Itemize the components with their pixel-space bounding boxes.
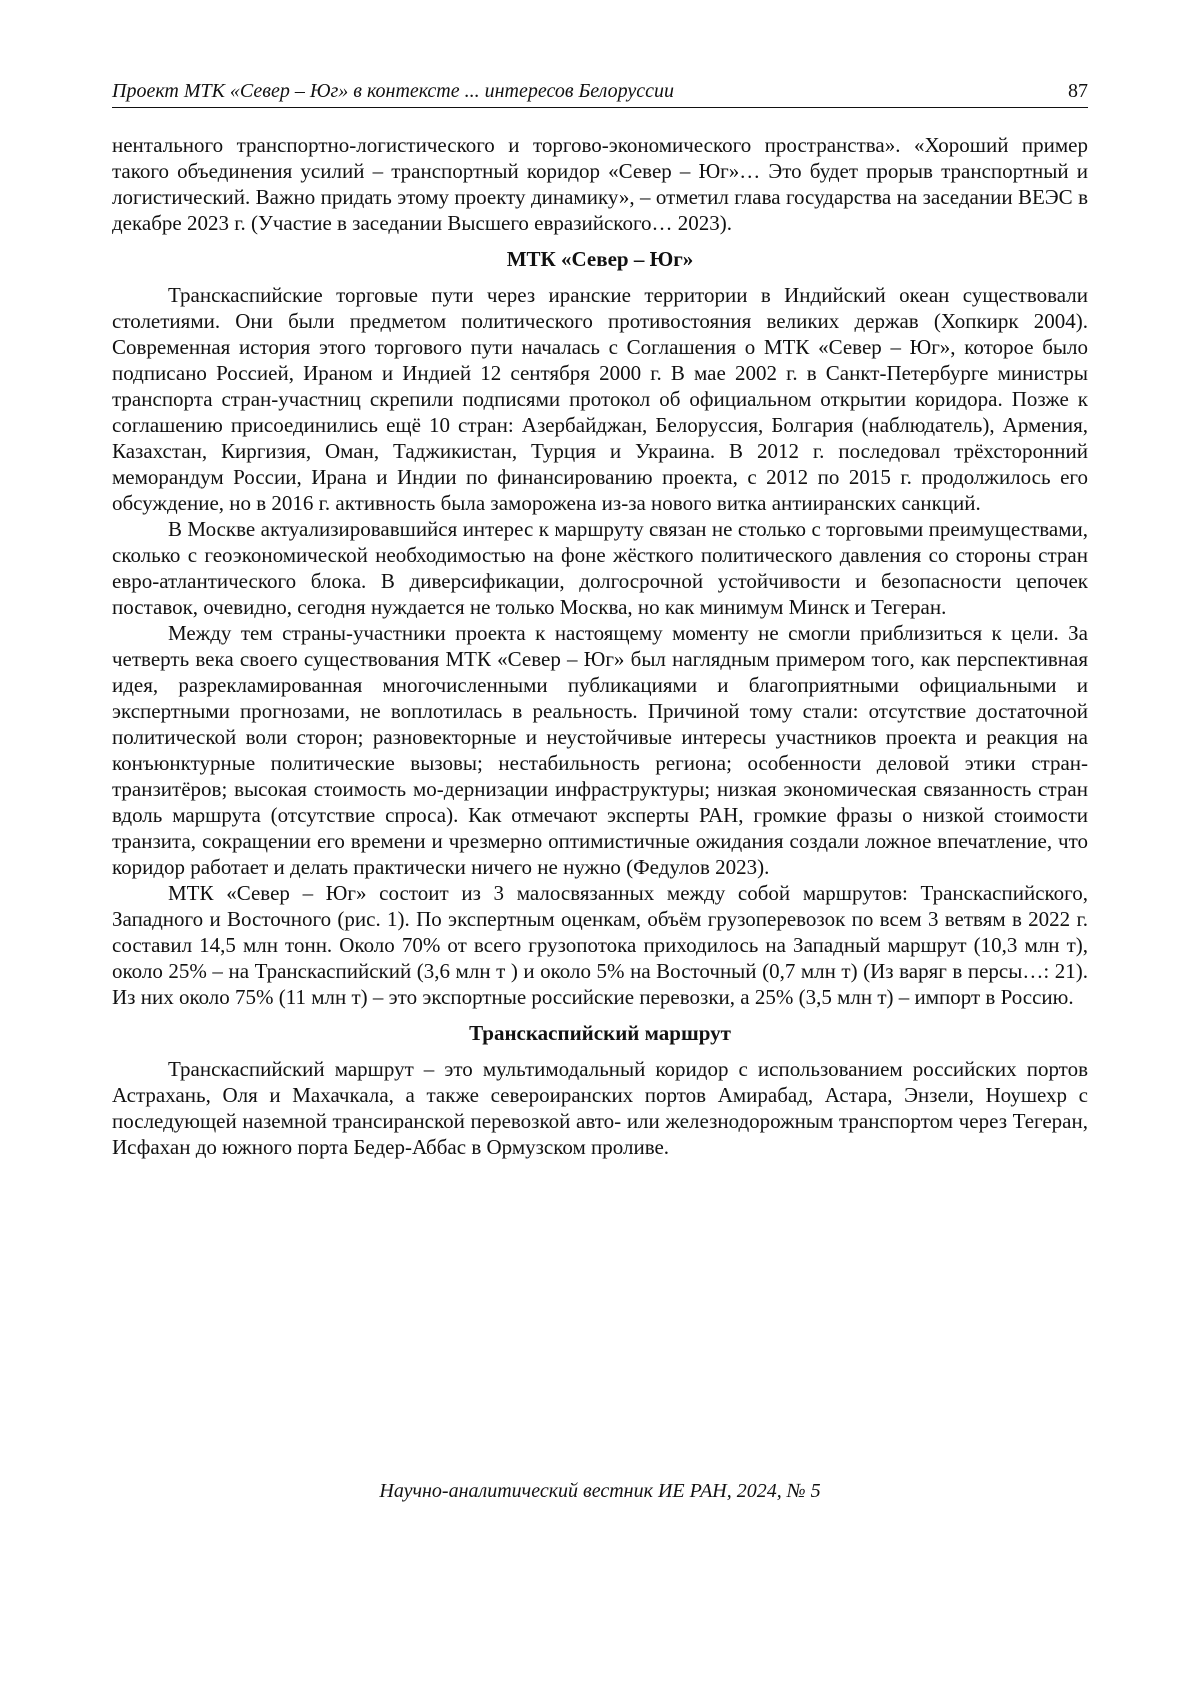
article-body (112, 132, 1088, 1160)
paragraph-transcaspian: Транскаспийский маршрут – это мультимодальный коридор с использованием российских портов Астрахань, Оля и Махачкала, а также североиранских портов Амирабад, Астара, Энзели, Ноушехр с последующей наземной трансиранской перевозкой авто- или железнодорожным транспортом через Тегеран, Исфахан до южного порта Бедер-Аббас в Ормузском проливе. (112, 1057, 1088, 1159)
paragraph-moscow-interest: В Москве актуализировавшийся интерес к маршруту связан не столько с торговыми преимуществами, сколько с геоэкономической необходимостью на фоне жёсткого политического давления со стороны стран евро-атлантического блока. В диверсификации, долгосрочной устойчивости и безопасности цепочек поставок, очевидно, сегодня нуждается не только Москва, но как минимум Минск и Тегеран. (112, 517, 1088, 619)
page (112, 78, 1088, 1160)
section-heading-mtk: МТК «Север – Юг» (506, 247, 694, 271)
running-header (112, 78, 1088, 108)
paragraph-continuation: нентального транспортно-логистического и торгово-экономического пространства». «Хороший пример такого объединения усилий – транспортный коридор «Север – Юг»… Это будет прорыв транспортный и логистический. Важно придать этому проекту динамику», – отметил глава государства на заседании ВЕЭС в декабре 2023 г. (Участие в заседании Высшего евразийского… 2023). (112, 133, 1088, 235)
paragraph-failures: Между тем страны-участники проекта к настоящему моменту не смогли приблизиться к цели. За четверть века своего существования МТК «Север – Юг» был наглядным примером того, как перспективная идея, разрекламированная многочисленными публикациями и благоприятными официальными и экспертными прогнозами, не воплотилась в реальность. Причиной тому стали: отсутствие достаточной политической воли сторон; разновекторные и неустойчивые интересы участников проекта и реакция на конъюнктурные политические вызовы; нестабильность региона; особенности деловой этики стран-транзитёров; высокая стоимость мо-дернизации инфраструктуры; низкая экономическая связанность стран вдоль маршрута (отсутствие спроса). Как отмечают эксперты РАН, громкие фразы о низкой стоимости транзита, сокращении его времени и чрезмерно оптимистичные ожидания создали ложное впечатление, что коридор работает и делать практически ничего не нужно (Федулов 2023). (112, 621, 1088, 879)
running-title: Проект МТК «Север – Юг» в контексте ... интересов Белоруссии (112, 80, 675, 102)
journal-footer: Научно-аналитический вестник ИЕ РАН, 2024, № 5 (379, 1480, 821, 1502)
section-heading-transcaspian: Транскаспийский маршрут (469, 1021, 731, 1045)
paragraph-routes: МТК «Север – Юг» состоит из 3 малосвязанных между собой маршрутов: Транскаспийского, Западного и Восточного (рис. 1). По экспертным оценкам, объём грузоперевозок по всем 3 ветвям в 2022 г. составил 14,5 млн тонн. Около 70% от всего грузопотока приходилось на Западный маршрут (10,3 млн т), около 25% – на Транскаспийский (3,6 млн т ) и около 5% на Восточный (0,7 млн т) (Из варяг в персы…: 21). Из них около 75% (11 млн т) – это экспортные российские перевозки, а 25% (3,5 млн т) – импорт в Россию. (112, 881, 1088, 1009)
paragraph-history: Транскаспийские торговые пути через иранские территории в Индийский океан существовали столетиями. Они были предметом политического противостояния великих держав (Хопкирк 2004). Современная история этого торгового пути началась с Соглашения о МТК «Север – Юг», которое было подписано Россией, Ираном и Индией 12 сентября 2000 г. В мае 2002 г. в Санкт-Петербурге министры транспорта стран-участниц скрепили подписями протокол об официальном открытии коридора. Позже к соглашению присоединились ещё 10 стран: Азербайджан, Белоруссия, Болгария (наблюдатель), Армения, Казахстан, Киргизия, Оман, Таджикистан, Турция и Украина. В 2012 г. последовал трёхсторонний меморандум России, Ирана и Индии по финансированию проекта, с 2012 по 2015 г. продолжилось его обсуждение, но в 2016 г. активность была заморожена из-за нового витка антииранских санкций. (112, 283, 1088, 515)
page-number: 87 (1068, 80, 1088, 102)
